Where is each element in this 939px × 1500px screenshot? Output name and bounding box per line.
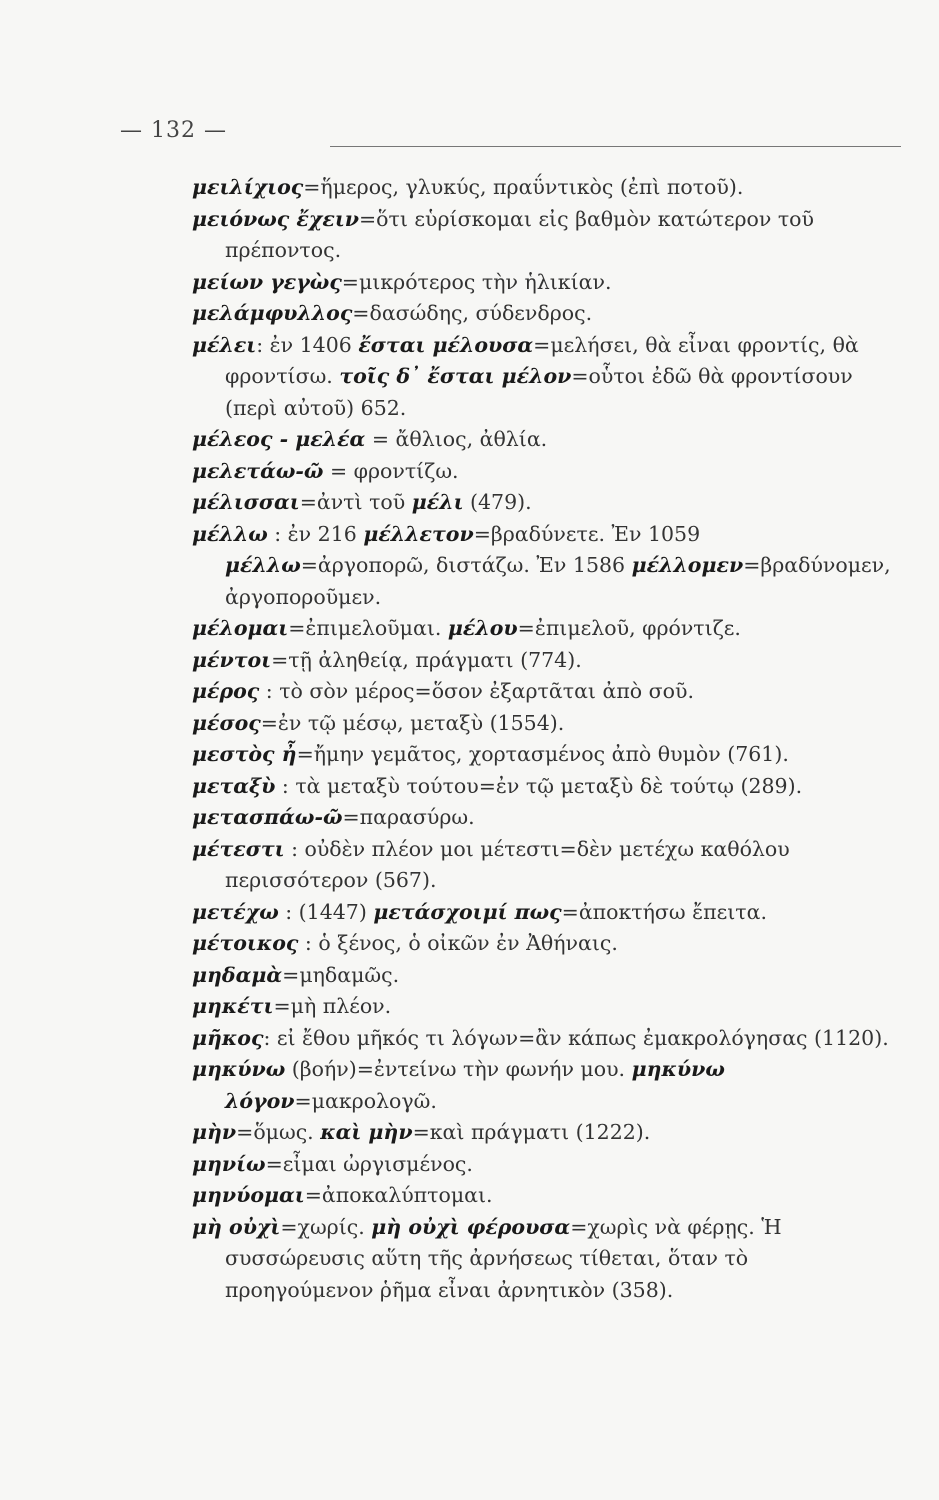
entry-definition: =καὶ πράγματι (1222). [412,1120,651,1144]
entry-headword: μέλεος - μελέα [192,427,366,451]
entry-headword: μηκύνω λόγον [225,1057,725,1113]
entry-headword: μέτεστι [192,836,285,861]
entry-headword: μὴν [192,1120,237,1144]
glossary-entry [192,1023,902,1055]
entry-headword: μέλισσαι [192,490,300,514]
glossary-entry [192,456,902,488]
entry-headword: μειλίχιος [192,175,304,199]
entry-definition: =μακρολογῶ. [294,1088,437,1113]
entry-headword: μηδαμὰ [192,962,283,987]
entry-headword: μέτοικος [192,931,299,955]
glossary-entry [192,1212,902,1307]
entry-headword: τοῖς δ᾽ ἔσται μέλον [339,364,572,388]
entry-headword: μελετάω-ῶ [192,458,324,483]
glossary-entry [192,1149,902,1181]
glossary-entry [192,267,902,299]
entry-definition: (479). [463,490,532,514]
entry-definition: =παρασύρω. [342,805,475,829]
entry-definition: =χωρὶς νὰ φέρῃς. Ἡ συσσώρευσις αὕτη τῆς ἀρνήσεως τίθεται, ὅταν τὸ προηγούμενον ῥῆμα εἶναι ἀρνητικὸν (358). [225,1214,782,1302]
entry-definition: =ὅτι εὑρίσκομαι εἰς βαθμὸν κατώτερον τοῦ πρέποντος. [225,206,814,262]
entry-definition: : τὰ μεταξὺ τούτου=ἐν τῷ μεταξὺ δὲ τούτῳ (289). [275,773,803,798]
entry-headword: μέλλω [192,521,268,546]
entry-headword: μὴ οὐχὶ [192,1214,281,1239]
entry-definition: : ἐν 1406 [256,332,359,357]
entry-definition: =βραδύνομεν, ἀργοποροῦμεν. [225,553,891,609]
glossary-entries [192,172,902,1306]
entry-definition: = ἄθλιος, ἀθλία. [365,427,548,451]
entry-definition: =μελήσει, θὰ εἶναι φροντίς, θὰ φροντίσω. [225,332,859,388]
glossary-entry [192,1054,902,1117]
entry-definition: : (1447) [278,899,374,924]
glossary-entry [192,298,902,330]
entry-headword: μέλει [192,332,257,357]
page-header [0,118,939,148]
entry-headword: μέλομαι [192,616,289,640]
entry-headword: μηκέτι [192,994,274,1018]
entry-headword: μέρος [192,679,260,703]
entry-headword: καὶ μὴν [320,1120,413,1144]
entry-definition: = φροντίζω. [323,458,459,483]
entry-headword: μείων γεγὼς [192,269,342,294]
entry-definition: : ἐν 216 [267,521,364,546]
glossary-entry [192,708,902,740]
entry-definition: =εἶμαι ὠργισμένος. [265,1151,473,1176]
entry-headword: μῆκος [192,1025,264,1050]
entry-definition: =μικρότερος τὴν ἡλικίαν. [341,269,612,294]
entry-headword: μελάμφυλλος [192,301,353,325]
entry-definition: (βοήν)=ἐντείνω τὴν φωνήν μου. [285,1057,632,1081]
entry-headword: μειόνως ἔχειν [192,206,359,231]
entry-headword: μέλου [447,616,518,640]
entry-definition: =βραδύνετε. Ἐν 1059 [473,521,701,546]
entry-definition: =ἐπιμελοῦμαι. [288,616,448,640]
entry-headword: μέντοι [192,647,272,672]
entry-definition: =ἤμην γεμᾶτος, χορτασμένος ἀπὸ θυμὸν (761). [296,742,789,766]
entry-definition: =ὅμως. [236,1120,321,1144]
entry-headword: μηνύομαι [192,1183,305,1207]
glossary-entry [192,487,902,519]
entry-definition: =ἀργοπορῶ, διστάζω. Ἐν 1586 [300,553,632,577]
entry-headword: μετασπάω-ῶ [192,805,343,829]
entry-definition: =ἀποκαλύπτομαι. [304,1183,493,1207]
glossary-entry [192,519,902,614]
glossary-entry [192,834,902,897]
glossary-entry [192,960,902,992]
entry-headword: μέλι [411,490,464,514]
glossary-entry [192,330,902,425]
entry-headword: μεστὸς ἦ [192,742,297,766]
glossary-entry [192,928,902,960]
entry-definition: =ἥμερος, γλυκύς, πραΰντικὸς (ἐπὶ ποτοῦ). [303,175,744,199]
glossary-entry [192,771,902,803]
glossary-entry [192,1117,902,1149]
entry-headword: μέλλω [225,553,301,577]
glossary-entry [192,204,902,267]
glossary-entry [192,739,902,771]
entry-headword: μέλλομεν [631,553,744,577]
entry-headword: ἔσται μέλουσα [358,332,534,357]
entry-headword: μηκύνω [192,1057,286,1081]
glossary-entry [192,897,902,929]
entry-definition: =μὴ πλέον. [273,994,392,1018]
entry-headword: μετάσχοιμί πως [373,899,562,924]
entry-definition: =ἐπιμελοῦ, φρόντιζε. [517,616,741,640]
glossary-entry [192,1180,902,1212]
entry-definition: =ἀντὶ τοῦ [299,490,412,514]
glossary-entry [192,613,902,645]
entry-headword: μέσος [192,710,261,735]
entry-definition: : οὐδὲν πλέον μοι μέτεστι=δὲν μετέχω καθόλου περισσότερον (567). [225,836,790,892]
entry-headword: μὴ οὐχὶ φέρουσα [371,1214,571,1239]
entry-definition: =ἀποκτήσω ἔπειτα. [561,899,767,924]
entry-headword: μετέχω [192,899,279,924]
entry-definition: =ἐν τῷ μέσῳ, μεταξὺ (1554). [260,710,565,735]
glossary-entry [192,991,902,1023]
entry-definition: : ὁ ξένος, ὁ οἰκῶν ἐν Ἀθήναις. [298,931,618,955]
entry-definition: =οὗτοι ἐδῶ θὰ φροντίσουν (περὶ αὐτοῦ) 652. [225,364,853,420]
glossary-entry [192,424,902,456]
header-rule [330,146,901,147]
glossary-entry [192,802,902,834]
entry-headword: μέλλετον [363,521,474,546]
glossary-entry [192,676,902,708]
entry-definition: : τὸ σὸν μέρος=ὅσον ἐξαρτᾶται ἀπὸ σοῦ. [259,679,694,703]
entry-definition: : εἰ ἔθου μῆκός τι λόγων=ἂν κάπως ἐμακρολόγησας (1120). [263,1025,889,1050]
entry-headword: μηνίω [192,1151,266,1176]
page-number: — 132 — [120,118,227,143]
entry-definition: =χωρίς. [280,1214,372,1239]
glossary-entry [192,645,902,677]
glossary-entry [192,172,902,204]
entry-headword: μεταξὺ [192,773,276,798]
entry-definition: =δασώδης, σύδενδρος. [352,301,593,325]
entry-definition: =τῇ ἀληθείᾳ, πράγματι (774). [271,647,582,672]
entry-definition: =μηδαμῶς. [282,962,400,987]
